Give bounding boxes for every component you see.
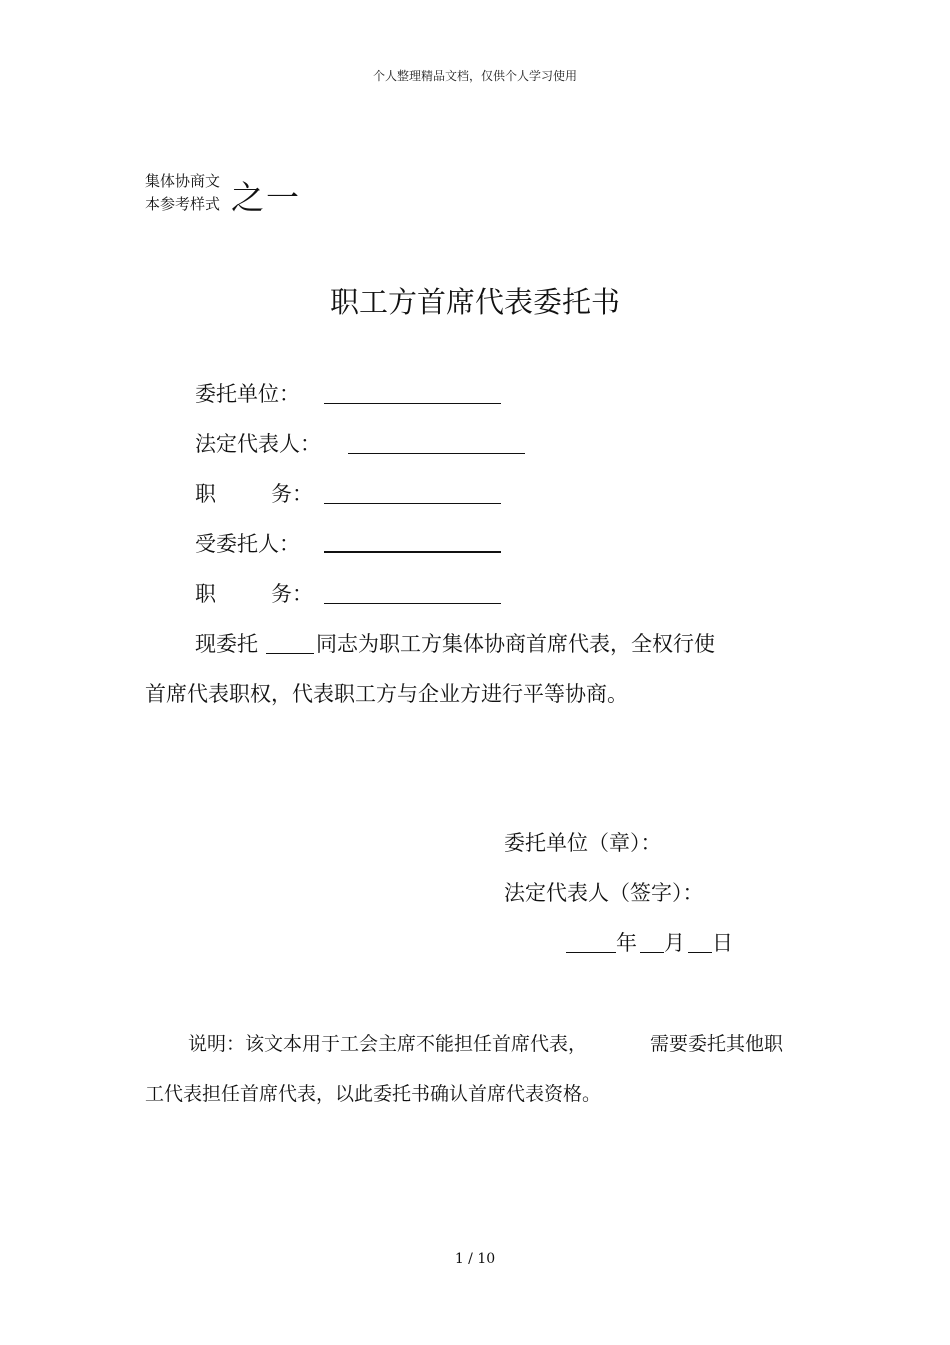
signature-unit-seal: 委托单位（章）： <box>504 831 662 855</box>
field-legal-rep-label: 法定代表人： <box>195 432 321 456</box>
field-entrusting-unit-label: 委托单位： <box>195 382 300 406</box>
note-line1-b: 需要委托其他职 <box>650 1033 784 1055</box>
page-number: 1 / 10 <box>454 1251 496 1267</box>
field-position1-label-b: 务： <box>271 482 313 506</box>
field-entrusting-unit-blank <box>324 403 501 404</box>
field-position2-blank <box>324 603 501 604</box>
comrade-name-blank <box>266 632 314 654</box>
page-header: 个人整理精品文档，仅供个人学习使用 <box>372 69 577 83</box>
month-blank <box>640 931 664 953</box>
body-line1-prefix: 现委托 <box>195 632 258 656</box>
year-blank <box>566 931 616 953</box>
field-trustee-label: 受委托人： <box>195 532 300 556</box>
body-line1-suffix: 同志为职工方集体协商首席代表，全权行使 <box>316 632 715 656</box>
signature-date <box>566 927 733 957</box>
body-line1 <box>195 628 715 658</box>
field-position1-label-a: 职 <box>195 482 216 506</box>
day-blank <box>688 931 712 953</box>
signature-legal-rep: 法定代表人（签字）： <box>504 881 704 905</box>
category-suffix: 之一 <box>231 178 301 217</box>
category-label-line2: 本参考样式 <box>145 195 221 213</box>
category-label-line1: 集体协商文 <box>145 172 221 190</box>
field-trustee-blank <box>324 551 501 553</box>
field-position1-blank <box>324 503 501 504</box>
body-line2: 首席代表职权，代表职工方与企业方进行平等协商。 <box>145 682 628 706</box>
field-position2-label-b: 务： <box>271 582 313 606</box>
note-line1-a: 说明：该文本用于工会主席不能担任首席代表， <box>188 1033 588 1055</box>
document-title: 职工方首席代表委托书 <box>329 285 620 319</box>
year-label: 年 <box>616 931 637 955</box>
field-legal-rep-blank <box>348 453 525 454</box>
note-line2: 工代表担任首席代表，以此委托书确认首席代表资格。 <box>145 1083 602 1105</box>
field-position2-label-a: 职 <box>195 582 216 606</box>
day-label: 日 <box>712 931 733 955</box>
month-label: 月 <box>664 931 685 955</box>
